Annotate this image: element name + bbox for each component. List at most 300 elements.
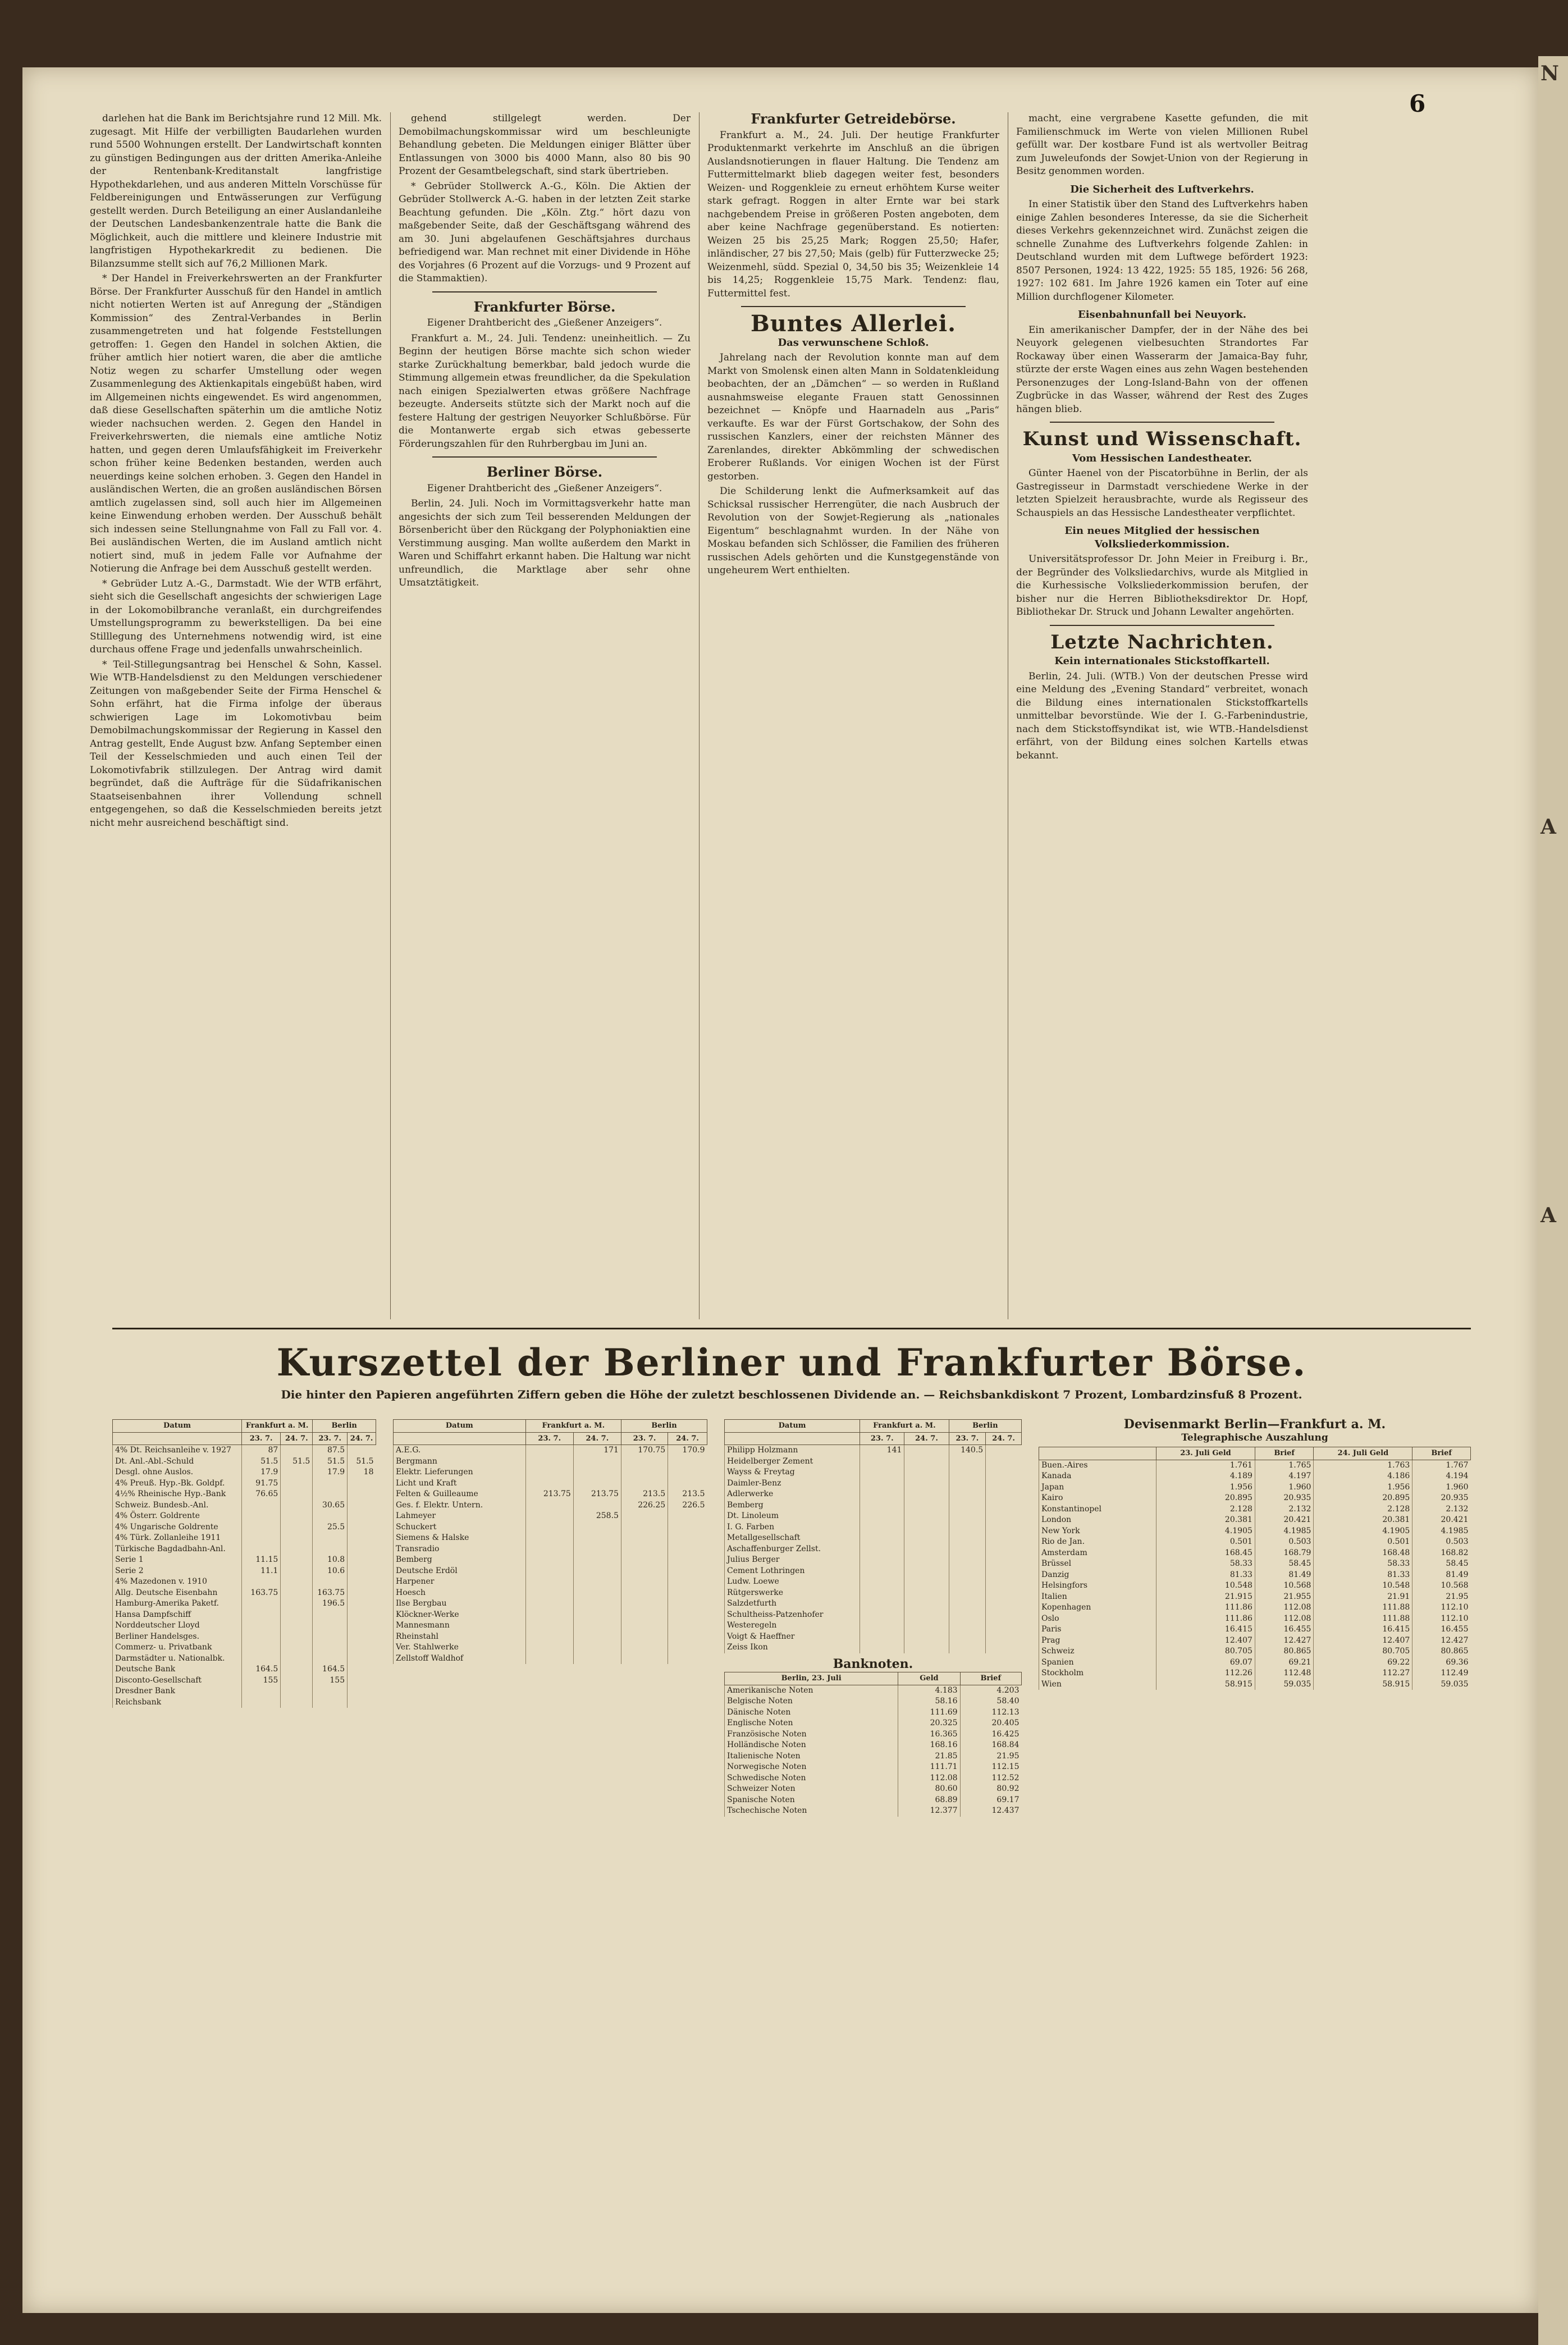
table-row xyxy=(1039,1493,1471,1504)
price-cell: 69.22 xyxy=(1314,1657,1412,1669)
price-cell: 168.45 xyxy=(1156,1548,1255,1559)
price-cell xyxy=(573,1610,621,1621)
security-name: Serie 2 xyxy=(113,1566,242,1577)
price-cell: 20.935 xyxy=(1412,1493,1471,1504)
security-name: Zeiss Ikon xyxy=(725,1642,860,1653)
price-cell xyxy=(281,1598,313,1610)
table-row xyxy=(1039,1592,1471,1603)
price-cell: 226.5 xyxy=(668,1500,707,1511)
col-head: Berlin xyxy=(621,1420,707,1433)
price-cell: 17.9 xyxy=(313,1467,348,1478)
price-cell xyxy=(986,1576,1022,1588)
price-cell: 112.08 xyxy=(1255,1602,1314,1613)
price-cell: 140.5 xyxy=(949,1445,986,1456)
price-cell: 4.194 xyxy=(1412,1471,1471,1482)
price-cell: 16.415 xyxy=(1156,1624,1255,1635)
price-cell: 16.415 xyxy=(1314,1624,1412,1635)
price-cell xyxy=(949,1500,986,1511)
price-cell: 21.85 xyxy=(898,1751,960,1762)
price-cell xyxy=(949,1610,986,1621)
price-cell xyxy=(621,1456,668,1468)
edge-letter: A xyxy=(1540,1204,1556,1227)
price-cell: 80.60 xyxy=(898,1784,960,1795)
price-cell: 16.425 xyxy=(960,1729,1021,1740)
price-cell xyxy=(668,1631,707,1643)
price-cell xyxy=(242,1610,281,1621)
price-cell: 1.765 xyxy=(1255,1460,1314,1471)
price-cell xyxy=(242,1533,281,1544)
price-cell xyxy=(573,1544,621,1555)
table-row xyxy=(725,1620,1022,1631)
col-head: Brief xyxy=(1255,1447,1314,1460)
price-cell xyxy=(986,1500,1022,1511)
price-cell xyxy=(281,1511,313,1522)
price-cell: 168.48 xyxy=(1314,1548,1412,1559)
price-cell xyxy=(860,1533,904,1544)
price-cell xyxy=(668,1533,707,1544)
price-cell xyxy=(525,1576,573,1588)
table-row xyxy=(1039,1580,1471,1592)
col-head: Berlin xyxy=(949,1420,1021,1433)
security-name: Schwedische Noten xyxy=(725,1773,898,1784)
price-cell xyxy=(313,1544,348,1555)
price-cell: 76.65 xyxy=(242,1489,281,1500)
article-paragraph: Günter Haenel von der Piscatorbühne in Berlin, der als Gastregisseur in Darmstadt verschiedene Werke in der letzten Spielzeit herausbrachte, wurde als Regisseur des Schauspiels an das Hessische Landestheater verpflichtet. xyxy=(1016,468,1308,519)
price-cell: 164.5 xyxy=(313,1664,348,1675)
devisen-title: Devisenmarkt Berlin—Frankfurt a. M. xyxy=(1123,1417,1386,1432)
price-cell: 20.935 xyxy=(1255,1493,1314,1504)
price-cell: 111.69 xyxy=(898,1707,960,1718)
security-name: Transradio xyxy=(394,1544,526,1555)
price-cell: 18 xyxy=(348,1467,376,1478)
table-row xyxy=(113,1664,376,1675)
price-cell xyxy=(348,1500,376,1511)
price-cell: 168.82 xyxy=(1412,1548,1471,1559)
price-cell: 111.88 xyxy=(1314,1602,1412,1613)
price-cell: 171 xyxy=(573,1445,621,1456)
price-cell xyxy=(281,1489,313,1500)
price-cell xyxy=(949,1467,986,1478)
table-row xyxy=(725,1500,1022,1511)
date-head: 24. 7. xyxy=(281,1432,313,1445)
security-name: Französische Noten xyxy=(725,1729,898,1740)
price-cell: 58.915 xyxy=(1314,1679,1412,1690)
price-cell xyxy=(949,1576,986,1588)
price-cell: 12.407 xyxy=(1314,1635,1412,1647)
heading-kunst: Kunst und Wissenschaft. xyxy=(1022,428,1302,450)
price-cell xyxy=(904,1456,949,1468)
price-cell xyxy=(348,1588,376,1599)
price-cell xyxy=(949,1522,986,1533)
security-name: Paris xyxy=(1039,1624,1156,1635)
price-cell xyxy=(281,1445,313,1456)
subheading: Vom Hessischen Landestheater. xyxy=(1072,452,1252,464)
security-name: Dänische Noten xyxy=(725,1707,898,1718)
table-row xyxy=(725,1588,1022,1599)
price-cell xyxy=(281,1500,313,1511)
price-cell xyxy=(281,1544,313,1555)
price-cell xyxy=(668,1642,707,1653)
price-cell: 168.16 xyxy=(898,1740,960,1751)
price-cell: 213.5 xyxy=(668,1489,707,1500)
price-cell xyxy=(986,1511,1022,1522)
price-cell: 163.75 xyxy=(242,1588,281,1599)
price-cell xyxy=(621,1478,668,1489)
price-cell xyxy=(904,1555,949,1566)
price-cell xyxy=(281,1642,313,1653)
price-cell xyxy=(281,1686,313,1697)
security-name: Adlerwerke xyxy=(725,1489,860,1500)
table-row xyxy=(113,1511,376,1522)
table-row xyxy=(1039,1504,1471,1515)
price-cell xyxy=(621,1598,668,1610)
table-row xyxy=(725,1566,1022,1577)
price-cell xyxy=(525,1533,573,1544)
price-cell: 168.84 xyxy=(960,1740,1021,1751)
heading-berliner-boerse: Berliner Börse. xyxy=(486,464,603,480)
price-cell: 69.17 xyxy=(960,1795,1021,1806)
security-name: Mannesmann xyxy=(394,1620,526,1631)
price-cell xyxy=(348,1664,376,1675)
security-name: Helsingfors xyxy=(1039,1580,1156,1592)
price-cell xyxy=(904,1522,949,1533)
security-name: Ilse Bergbau xyxy=(394,1598,526,1610)
price-cell xyxy=(860,1522,904,1533)
price-cell: 80.865 xyxy=(1255,1646,1314,1657)
price-cell: 20.895 xyxy=(1314,1493,1412,1504)
price-cell xyxy=(860,1598,904,1610)
table-row xyxy=(394,1544,707,1555)
table-row xyxy=(725,1751,1022,1762)
price-cell: 21.915 xyxy=(1156,1592,1255,1603)
table-row xyxy=(1039,1526,1471,1537)
column-3 xyxy=(707,112,999,1319)
security-name: Reichsbank xyxy=(113,1697,242,1708)
table-row xyxy=(394,1610,707,1621)
price-cell: 21.91 xyxy=(1314,1592,1412,1603)
table-row xyxy=(725,1511,1022,1522)
col-head: Frankfurt a. M. xyxy=(242,1420,313,1433)
table-row xyxy=(725,1773,1022,1784)
price-cell: 58.33 xyxy=(1156,1558,1255,1570)
security-name: Rütgerswerke xyxy=(725,1588,860,1599)
security-name: Ludw. Loewe xyxy=(725,1576,860,1588)
table-row xyxy=(394,1620,707,1631)
price-cell xyxy=(949,1598,986,1610)
price-cell xyxy=(281,1522,313,1533)
table-row xyxy=(394,1456,707,1468)
security-name: Amerikanische Noten xyxy=(725,1685,898,1696)
price-cell xyxy=(281,1664,313,1675)
price-cell xyxy=(986,1456,1022,1468)
security-name: Ges. f. Elektr. Untern. xyxy=(394,1500,526,1511)
table-row xyxy=(394,1653,707,1665)
price-cell xyxy=(986,1533,1022,1544)
security-name: Salzdetfurth xyxy=(725,1598,860,1610)
security-name: Hansa Dampfschiff xyxy=(113,1610,242,1621)
price-cell xyxy=(573,1566,621,1577)
price-cell: 12.427 xyxy=(1255,1635,1314,1647)
price-cell: 155 xyxy=(242,1675,281,1686)
price-cell: 69.07 xyxy=(1156,1657,1255,1669)
price-cell xyxy=(348,1489,376,1500)
security-name: 4% Mazedonen v. 1910 xyxy=(113,1576,242,1588)
price-cell: 112.08 xyxy=(898,1773,960,1784)
security-name: Cement Lothringen xyxy=(725,1566,860,1577)
price-cell: 112.10 xyxy=(1412,1602,1471,1613)
table-row xyxy=(113,1598,376,1610)
price-cell: 111.88 xyxy=(1314,1613,1412,1625)
price-cell xyxy=(242,1642,281,1653)
security-name: 4½% Rheinische Hyp.-Bank xyxy=(113,1489,242,1500)
price-cell xyxy=(348,1653,376,1665)
security-name: 4% Österr. Goldrente xyxy=(113,1511,242,1522)
security-name: Daimler-Benz xyxy=(725,1478,860,1489)
security-name: Harpener xyxy=(394,1576,526,1588)
price-cell xyxy=(525,1522,573,1533)
price-cell: 112.10 xyxy=(1412,1613,1471,1625)
price-cell xyxy=(621,1511,668,1522)
price-cell: 0.503 xyxy=(1255,1537,1314,1548)
security-name: 4% Ungarische Goldrente xyxy=(113,1522,242,1533)
price-cell xyxy=(949,1533,986,1544)
table-row xyxy=(113,1566,376,1577)
price-cell xyxy=(313,1697,348,1708)
table-row xyxy=(725,1729,1022,1740)
price-cell: 81.33 xyxy=(1314,1570,1412,1581)
price-cell: 2.128 xyxy=(1314,1504,1412,1515)
price-cell: 17.9 xyxy=(242,1467,281,1478)
security-name: Felten & Guilleaume xyxy=(394,1489,526,1500)
price-cell xyxy=(525,1620,573,1631)
price-cell xyxy=(904,1533,949,1544)
price-cell: 1.956 xyxy=(1156,1482,1255,1493)
price-cell: 213.5 xyxy=(621,1489,668,1500)
article-paragraph: * Gebrüder Lutz A.-G., Darmstadt. Wie der WTB erfährt, sieht sich die Gesellschaft angesichts der schwierigen Lage in der Lokomobilbranche veranlaßt, ein durchgreifendes Umstellungsprogramm zu bewerkstelligen. Da bei eine Stilllegung des Unternehmens notwendig wird, ist eine durchaus offene Frage und jedenfalls unwahrscheinlich. xyxy=(90,578,382,655)
table-row xyxy=(394,1555,707,1566)
price-cell: 25.5 xyxy=(313,1522,348,1533)
price-cell xyxy=(242,1544,281,1555)
article-paragraph: Frankfurt a. M., 24. Juli. Tendenz: uneinheitlich. — Zu Beginn der heutigen Börse machte sich schon wieder starke Zurückhaltung bemerkbar, bald jedoch wurde die Stimmung allgemein etwas freundlicher, da die Spekulation nach einigen Spezialwerten etwas größere Nachfrage bezeugte. Anderseits stützte sich der Markt noch auf die festere Haltung der gestrigen Neuyorker Schlußbörse. Für die Montanwerte ergab sich etwas gebesserte Förderungszahlen für den Ruhrbergbau im Juni an. xyxy=(399,332,691,450)
table-row xyxy=(725,1467,1022,1478)
price-cell xyxy=(348,1555,376,1566)
price-cell xyxy=(525,1610,573,1621)
article-paragraph: Universitätsprofessor Dr. John Meier in Freiburg i. Br., der Begründer des Volksliedarchivs, wurde als Mitglied in die Kurhessische Volksliederkommission berufen, der bisher nur die Herren Bibliotheksdirektor Dr. Hopf, Bibliothekar Dr. Struck und Johann Lewalter angehörten. xyxy=(1016,554,1308,618)
banknoten-title: Banknoten. xyxy=(833,1656,913,1671)
article-paragraph: darlehen hat die Bank im Berichtsjahre rund 12 Mill. Mk. zugesagt. Mit Hilfe der verbilligten Baudarlehen wurden rund 5500 Wohnungen erstellt. Der Landwirtschaft konnten zu günstigen Bedingungen aus der dritten Amerika-Anleihe der Rentenbank-Kreditanstalt langfristige Hypothekdarlehen, und aus anderen Mitteln Vorschüsse für Feldbereinigungen und Entwässerungen zur Verfügung gestellt werden. Durch Beteiligung an einer Auslandanleihe der Deutschen Landesbankenzentrale hatte die Bank die Möglichkeit, auch die mittlere und kleinere Industrie mit langfristigen Hypothekarkredit zu bedienen. Die Bilanzsumme stellt sich auf 76,2 Millionen Mark. xyxy=(90,113,382,269)
price-cell xyxy=(860,1620,904,1631)
price-cell: 213.75 xyxy=(525,1489,573,1500)
price-cell: 91.75 xyxy=(242,1478,281,1489)
price-cell xyxy=(313,1610,348,1621)
security-name: Hoesch xyxy=(394,1588,526,1599)
price-cell xyxy=(668,1588,707,1599)
price-cell xyxy=(949,1566,986,1577)
security-name: Elektr. Lieferungen xyxy=(394,1467,526,1478)
price-cell xyxy=(348,1533,376,1544)
price-cell xyxy=(904,1511,949,1522)
byline: Eigener Drahtbericht des „Gießener Anzeigers“. xyxy=(427,482,662,494)
price-cell xyxy=(860,1489,904,1500)
table-row xyxy=(1039,1602,1471,1613)
security-name: Zellstoff Waldhof xyxy=(394,1653,526,1665)
heading-getreideboerse: Frankfurter Getreidebörse. xyxy=(751,112,956,127)
price-cell xyxy=(949,1478,986,1489)
security-name: Stockholm xyxy=(1039,1668,1156,1679)
price-cell xyxy=(949,1555,986,1566)
price-cell xyxy=(525,1500,573,1511)
price-cell xyxy=(348,1445,376,1456)
price-cell: 4.1985 xyxy=(1255,1526,1314,1537)
table-row xyxy=(113,1620,376,1631)
price-cell xyxy=(668,1456,707,1468)
price-cell xyxy=(668,1511,707,1522)
price-cell xyxy=(949,1511,986,1522)
security-name: Aschaffenburger Zellst. xyxy=(725,1544,860,1555)
price-cell xyxy=(621,1642,668,1653)
price-cell xyxy=(986,1642,1022,1653)
price-cell: 4.203 xyxy=(960,1685,1021,1696)
article-paragraph: * Teil-Stillegungsantrag bei Henschel & Sohn, Kassel. Wie WTB-Handelsdienst zu den Meldungen verschiedener Zeitungen von maßgebender Seite der Firma Henschel & Sohn erfährt, hat die Firma infolge der überaus schwierigen Lage im Lokomotivbau beim Demobilmachungskommissar der Regierung in Kassel den Antrag gestellt, Ende August bzw. Anfang September einen Teil der Kesselschmieden und auch einen Teil der Lokomotivfabrik stillzulegen. Der Antrag wird damit begründet, daß die Aufträge für die Südafrikanischen Staatseisenbahnen ihrer Vollendung schnell entgegengehen, so daß die Kesselschmieden bereits jetzt nicht mehr ausreichend beschäftigt sind. xyxy=(90,659,382,829)
price-cell: 58.45 xyxy=(1412,1558,1471,1570)
article-paragraph: macht, eine vergrabene Kasette gefunden, die mit Familienschmuck im Werte von vielen Millionen Rubel gefüllt war. Der kostbare Fund ist als wertvoller Beitrag zum Juweleufonds der Sowjet-Union von der Regierung in Besitz genommen worden. xyxy=(1016,113,1308,177)
col-head: 23. Juli Geld xyxy=(1156,1447,1255,1460)
security-name: Norwegische Noten xyxy=(725,1762,898,1773)
table-row xyxy=(113,1653,376,1665)
article-paragraph: Berlin, 24. Juli. (WTB.) Von der deutschen Presse wird eine Meldung des „Evening Standard“ verbreitet, wonach die Bildung eines internationalen Stickstoffkartells unmittelbar bevorstünde. Wie der I. G.-Farbenindustrie, nach dem Stickstoffsyndikat ist, wie WTB.-Handelsdienst erfährt, von der Bildung eines solchen Kartells etwas bekannt. xyxy=(1016,670,1308,761)
price-cell: 51.5 xyxy=(242,1456,281,1468)
security-name: Siemens & Halske xyxy=(394,1533,526,1544)
price-cell: 51.5 xyxy=(313,1456,348,1468)
price-cell: 11.1 xyxy=(242,1566,281,1577)
security-name: Dt. Linoleum xyxy=(725,1511,860,1522)
table-row xyxy=(113,1467,376,1478)
price-cell xyxy=(242,1511,281,1522)
price-cell: 4.186 xyxy=(1314,1471,1412,1482)
price-cell: 155 xyxy=(313,1675,348,1686)
table-row xyxy=(725,1631,1022,1643)
price-cell: 20.325 xyxy=(898,1718,960,1729)
table-row xyxy=(725,1707,1022,1718)
price-cell xyxy=(573,1467,621,1478)
price-cell: 4.1985 xyxy=(1412,1526,1471,1537)
price-cell: 81.33 xyxy=(1156,1570,1255,1581)
price-cell: 59.035 xyxy=(1412,1679,1471,1690)
table-row xyxy=(725,1784,1022,1795)
security-name: Spanien xyxy=(1039,1657,1156,1669)
price-cell: 58.45 xyxy=(1255,1558,1314,1570)
price-cell xyxy=(573,1588,621,1599)
price-cell: 1.763 xyxy=(1314,1460,1412,1471)
section-rule xyxy=(432,291,657,292)
price-cell xyxy=(986,1445,1022,1456)
stock-table-3 xyxy=(724,1419,1022,1817)
price-cell: 1.761 xyxy=(1156,1460,1255,1471)
price-cell: 12.427 xyxy=(1412,1635,1471,1647)
price-cell xyxy=(348,1620,376,1631)
heading-letzte-nachrichten: Letzte Nachrichten. xyxy=(1050,630,1274,653)
price-cell: 80.865 xyxy=(1412,1646,1471,1657)
price-cell xyxy=(525,1566,573,1577)
table-row xyxy=(725,1696,1022,1707)
price-cell xyxy=(621,1620,668,1631)
price-cell: 20.405 xyxy=(960,1718,1021,1729)
security-name: Belgische Noten xyxy=(725,1696,898,1707)
price-cell xyxy=(573,1620,621,1631)
byline: Eigener Drahtbericht des „Gießener Anzeigers“. xyxy=(427,317,662,328)
section-rule xyxy=(1050,625,1274,626)
price-cell: 80.705 xyxy=(1314,1646,1412,1657)
price-cell xyxy=(313,1620,348,1631)
subheading: Ein neues Mitglied der hessischen Volksliederkommission. xyxy=(1064,525,1260,550)
price-cell: 1.767 xyxy=(1412,1460,1471,1471)
price-cell xyxy=(904,1631,949,1643)
security-name: New York xyxy=(1039,1526,1156,1537)
price-cell xyxy=(525,1456,573,1468)
column-divider xyxy=(390,112,391,1319)
price-cell xyxy=(242,1653,281,1665)
price-cell: 4.189 xyxy=(1156,1471,1255,1482)
price-cell xyxy=(621,1533,668,1544)
price-cell: 170.9 xyxy=(668,1445,707,1456)
price-cell xyxy=(348,1566,376,1577)
table-row xyxy=(725,1805,1022,1817)
col-head: Berlin xyxy=(313,1420,376,1433)
price-cell xyxy=(242,1576,281,1588)
price-cell: 81.49 xyxy=(1412,1570,1471,1581)
price-cell: 10.6 xyxy=(313,1566,348,1577)
price-cell: 58.40 xyxy=(960,1696,1021,1707)
price-cell: 58.33 xyxy=(1314,1558,1412,1570)
price-cell xyxy=(313,1686,348,1697)
price-cell xyxy=(621,1555,668,1566)
security-name: Konstantinopel xyxy=(1039,1504,1156,1515)
security-name: Schweiz xyxy=(1039,1646,1156,1657)
table-row xyxy=(394,1588,707,1599)
date-head: 23. 7. xyxy=(525,1432,573,1445)
security-name: I. G. Farben xyxy=(725,1522,860,1533)
price-cell xyxy=(242,1522,281,1533)
price-cell: 163.75 xyxy=(313,1588,348,1599)
price-cell xyxy=(348,1478,376,1489)
price-cell xyxy=(242,1697,281,1708)
price-cell xyxy=(904,1588,949,1599)
price-cell: 112.27 xyxy=(1314,1668,1412,1679)
price-cell xyxy=(242,1631,281,1643)
security-name: Bemberg xyxy=(394,1555,526,1566)
price-cell xyxy=(668,1555,707,1566)
security-name: Spanische Noten xyxy=(725,1795,898,1806)
stock-table-1 xyxy=(112,1419,376,1708)
price-cell xyxy=(313,1576,348,1588)
security-name: Serie 1 xyxy=(113,1555,242,1566)
security-name: Metallgesellschaft xyxy=(725,1533,860,1544)
price-cell xyxy=(860,1555,904,1566)
price-cell xyxy=(860,1631,904,1643)
price-cell: 80.92 xyxy=(960,1784,1021,1795)
price-cell xyxy=(621,1610,668,1621)
security-name: Schweizer Noten xyxy=(725,1784,898,1795)
price-cell xyxy=(668,1566,707,1577)
price-cell xyxy=(621,1522,668,1533)
price-cell: 112.52 xyxy=(960,1773,1021,1784)
security-name: Disconto-Gesellschaft xyxy=(113,1675,242,1686)
price-cell xyxy=(860,1610,904,1621)
price-cell xyxy=(860,1456,904,1468)
price-cell xyxy=(281,1576,313,1588)
price-cell xyxy=(860,1511,904,1522)
date-head: 23. 7. xyxy=(949,1432,986,1445)
